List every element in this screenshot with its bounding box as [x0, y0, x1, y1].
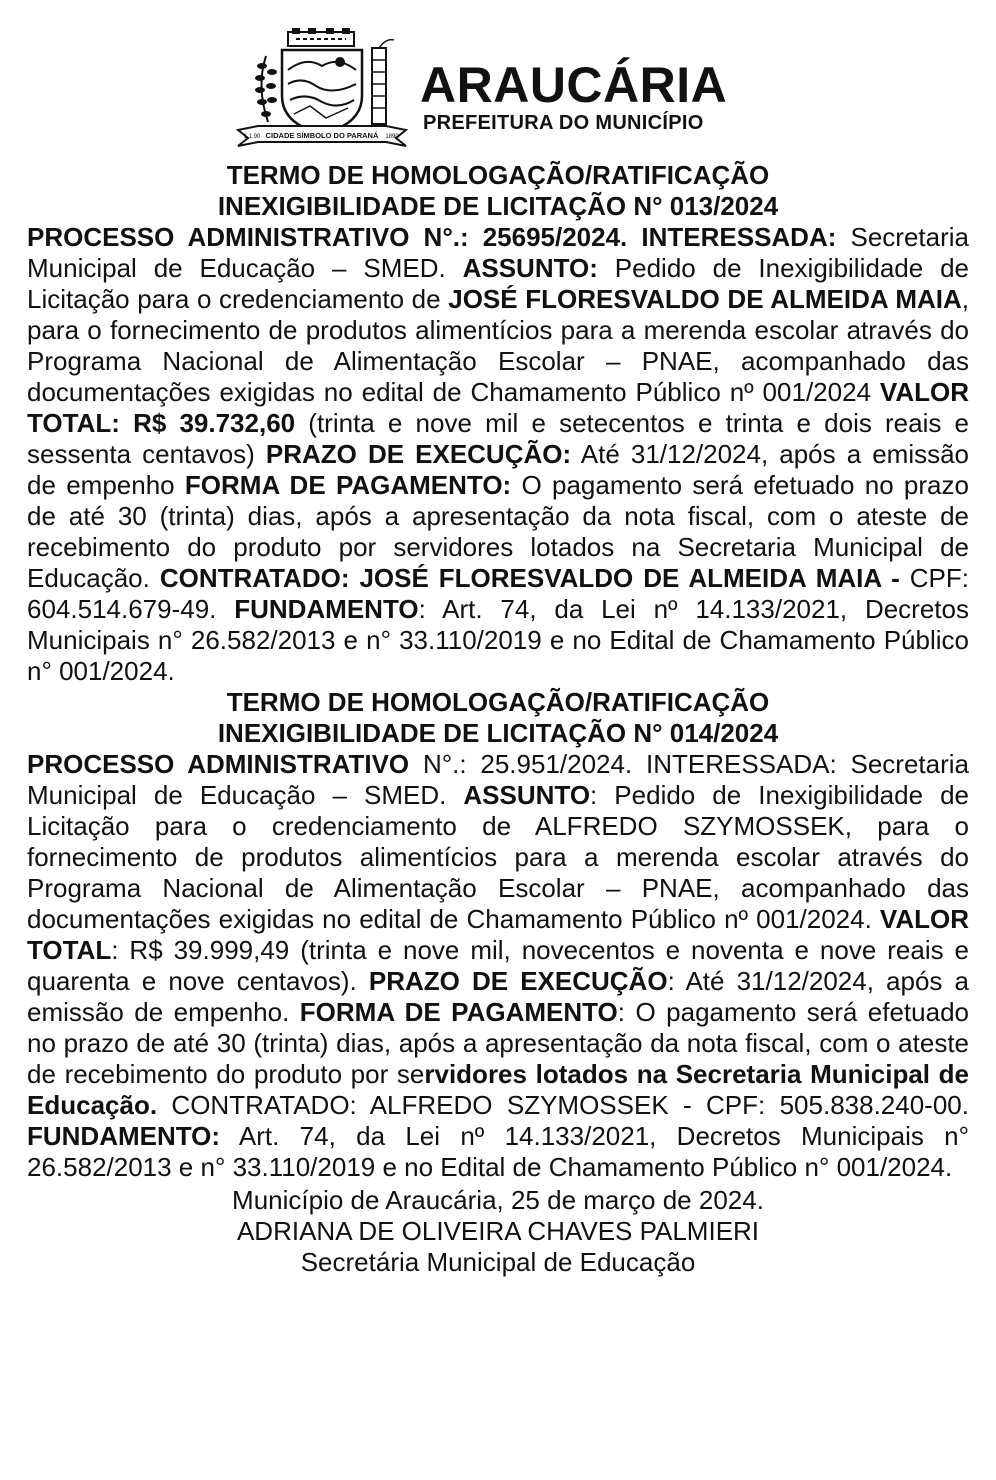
doc1-text-5: Até 31/12/2024, após a emissão de empenho: [27, 439, 970, 500]
signature-place-date: Município de Araucária, 25 de março de 2024.: [232, 1185, 764, 1215]
doc2-text-5: : O pagamento será efetuado no prazo de até 30 (trinta) dias, após a apresentação da nota fiscal, com o ateste de recebimento do produto por se: [27, 997, 969, 1089]
crest-year-left: 1.1.90: [243, 134, 261, 140]
doc1-forma-label: FORMA DE PAGAMENTO:: [184, 470, 512, 500]
brand-subtitle: PREFEITURA DO MUNICÍPIO: [423, 112, 704, 134]
doc1-assunto-label: ASSUNTO:: [462, 253, 598, 283]
doc2-prazo-label: PRAZO DE EXECUÇÃO: [368, 966, 668, 996]
doc2-text-7: Art. 74, da Lei nº 14.133/2021, Decretos Municipais n° 26.582/2013 e n° 33.110/2019 e no Edital de Chamamento Público n° 001/2024.: [27, 1121, 969, 1182]
doc2-text-1: N°.: 25.951/2024. INTERESSADA: Secretaria Municipal de Educação – SMED.: [27, 749, 969, 810]
doc1-valor-label: VALOR TOTAL: R$ 39.732,60: [27, 377, 969, 438]
header: [0, 22, 996, 150]
doc2-text-6: CONTRATADO: ALFREDO SZYMOSSEK - CPF: 505.838.240-00.: [157, 1090, 969, 1120]
signature-role: Secretária Municipal de Educação: [300, 1247, 696, 1277]
doc2-assunto-label: ASSUNTO: [463, 780, 591, 810]
doc1-text-3: , para o fornecimento de produtos alimentícios para a merenda escolar através do Programa Nacional de Alimentação Escolar – PNAE, acompanhado das documentações exigidas no edital de Chamamento Público nº 001/2024: [27, 284, 969, 407]
doc2-title-line2: INEXIGIBILIDADE DE LICITAÇÃO N° 014/2024: [217, 718, 779, 748]
doc2-text-2: : Pedido de Inexigibilidade de Licitação para o credenciamento de ALFREDO SZYMOSSEK, para o fornecimento de produtos alimentícios para a merenda escolar através do Programa Nacional de Alimentação Escolar – PNAE, acompanhado das documentações exigidas no edital de Chamamento Público nº 001/2024.: [27, 780, 970, 934]
doc2-fundamento-label: FUNDAMENTO:: [27, 1121, 221, 1151]
doc2-forma-label: FORMA DE PAGAMENTO: [299, 997, 618, 1027]
doc2-processo-label: PROCESSO ADMINISTRATIVO: [27, 749, 410, 779]
brand-name: ARAUCÁRIA: [420, 57, 728, 113]
doc1-title-line1: TERMO DE HOMOLOGAÇÃO/RATIFICAÇÃO: [226, 160, 770, 190]
doc1-title-line2: INEXIGIBILIDADE DE LICITAÇÃO N° 013/2024: [217, 191, 779, 221]
doc1-fundamento-label: FUNDAMENTO: [234, 594, 419, 624]
doc1-contractor-name: JOSÉ FLORESVALDO DE ALMEIDA MAIA: [448, 284, 962, 314]
doc1-text-2: Pedido de Inexigibilidade de Licitação para o credenciamento de: [27, 253, 970, 314]
doc1-text-8: : Art. 74, da Lei nº 14.133/2021, Decretos Municipais n° 26.582/2013 e n° 33.110/2019 e no Edital de Chamamento Público n° 001/2024.: [27, 594, 969, 686]
doc1-text-6: O pagamento será efetuado no prazo de até 30 (trinta) dias, após a apresentação da nota fiscal, com o ateste de recebimento do produto por servidores lotados na Secretaria Municipal de Educação.: [27, 470, 969, 593]
doc1-text-1: Secretaria Municipal de Educação – SMED.: [27, 222, 969, 283]
signature-name: ADRIANA DE OLIVEIRA CHAVES PALMIERI: [236, 1216, 760, 1246]
doc2-valor-label: VALOR TOTAL: [27, 904, 969, 965]
doc2-text-3: : R$ 39.999,49 (trinta e nove mil, novecentos e noventa e nove reais e quarenta e nove centavos).: [27, 935, 969, 996]
document-body: [27, 160, 969, 1278]
crest-year-right: 1890: [385, 134, 399, 140]
doc2-servidores-bold: rvidores lotados na Secretaria Municipal de Educação.: [27, 1059, 969, 1120]
crest-motto: CIDADE SÍMBOLO DO PARANÁ: [265, 131, 379, 140]
doc1-text-7: CPF: 604.514.679-49.: [27, 563, 969, 624]
municipal-crest-icon: [236, 26, 408, 148]
doc1-contratado-label: CONTRATADO: JOSÉ FLORESVALDO DE ALMEIDA MAIA -: [159, 563, 900, 593]
doc1-text-4: (trinta e nove mil e setecentos e trinta e dois reais e sessenta centavos): [27, 408, 969, 469]
doc2-text-4: : Até 31/12/2024, após a emissão de empenho.: [27, 966, 969, 1027]
doc1-processo-label: PROCESSO ADMINISTRATIVO N°.: 25695/2024. INTERESSADA:: [27, 222, 837, 252]
doc2-title-line1: TERMO DE HOMOLOGAÇÃO/RATIFICAÇÃO: [226, 687, 770, 717]
doc1-paragraph: [27, 222, 969, 687]
doc2-paragraph: [27, 749, 969, 1183]
doc1-prazo-label: PRAZO DE EXECUÇÃO:: [265, 439, 572, 469]
